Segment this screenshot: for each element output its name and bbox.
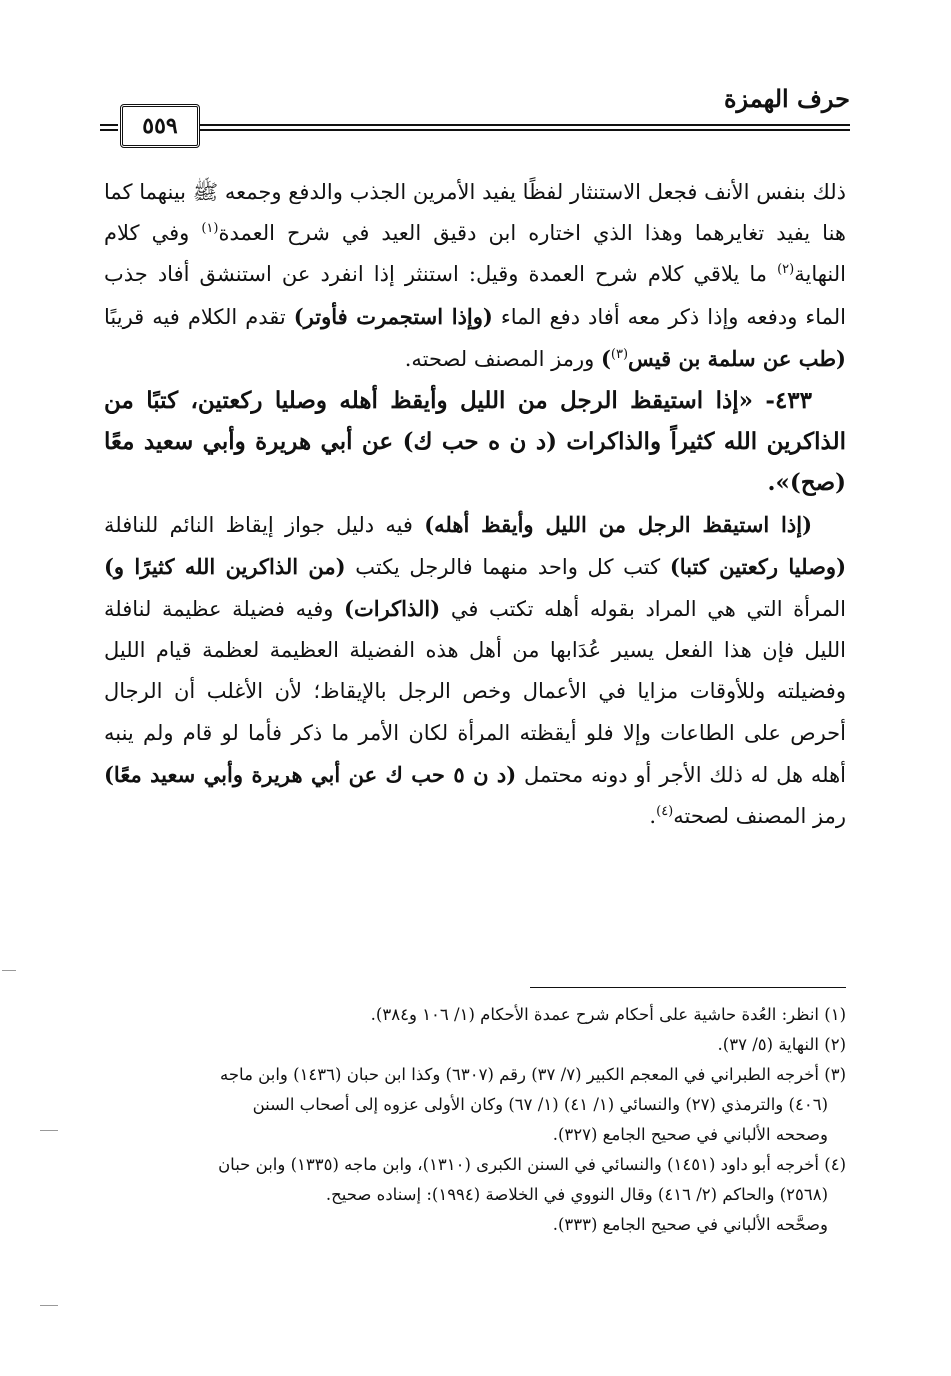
hadith-number: ٤٣٣- <box>752 387 812 415</box>
footnote-ref-1: (١) <box>201 221 219 237</box>
header-rule-double <box>200 129 850 131</box>
footnote-3-line-2: (٤٠٦) والترمذي (٢٧) والنسائي (١/ ٤١) (١/ ٦٧) وكان الأولى عزوه إلى أصحاب السنن <box>252 1095 828 1114</box>
hadith-entry <box>104 380 846 504</box>
header-rule <box>200 124 850 126</box>
footnote-ref-4: (٤) <box>656 804 674 820</box>
footnote-4-line-3: وصحَّحه الألباني في صحيح الجامع (٣٣٣). <box>552 1215 828 1234</box>
footnote-4-line-1: (٤) أخرجه أبو داود (١٤٥١) والنسائي في السنن الكبرى (١٣١٠)، وابن ماجه (١٣٣٥) وابن حبان <box>218 1155 846 1174</box>
footnote-3-line-3: وصححه الألباني في صحيح الجامع (٣٢٧). <box>552 1125 828 1144</box>
footnote-ref-2: (٢) <box>777 262 795 278</box>
running-title: حرف الهمزة <box>723 84 850 113</box>
footnote-1: (١) انظر: العُدة حاشية على أحكام شرح عمدة الأحكام (١/ ١٠٦ و٣٨٤). <box>370 1005 846 1024</box>
scan-mark <box>40 1130 58 1131</box>
page-number <box>120 104 200 148</box>
header-rule-left <box>100 124 118 126</box>
paragraph-commentary-1: ذلك بنفس الأنف فجعل الاستنثار لفظًا يفيد الأمرين الجذب والدفع وجمعه ﷺ بينهما كما هنا يفيد تغايرهما وهذا الذي اختاره ابن دقيق العيد في شرح العمدة$^{(١)}$ وفي كلام النهاية$^{(٢)}$ ما يلاقي كلام شرح العمدة وقيل: استنثر إذا انفرد عن استنشق أفاد جذب الماء ودفعه وإذا ذكر معه أفاد دفع الماء (وإذا استجمرت فأوتر) تقدم الكلام فيه قريبًا (طب عن سلمة بن قيس$^{(٣)}$) ورمز المصنف لصحته. <box>104 180 846 371</box>
footnote-2: (٢) النهاية (٥/ ٣٧). <box>717 1035 846 1054</box>
main-text <box>104 172 846 837</box>
page-number-text: ٥٥٩ <box>142 113 178 139</box>
scan-mark <box>2 970 16 971</box>
scan-mark <box>40 1305 58 1306</box>
footnote-separator <box>530 987 846 988</box>
page-header <box>100 82 850 142</box>
paragraph-commentary-2: (إذا استيقظ الرجل من الليل وأيقظ أهله) فيه دليل جواز إيقاظ النائم للنافلة (وصليا ركعتين كتبا) كتب كل واحد منهما فالرجل يكتب (من الذاكرين الله كثيرًا و) المرأة التي هي المراد بقوله أهله تكتب في (الذاكرات) وفيه فضيلة عظيمة لنافلة الليل فإن هذا الفعل يسير عُدَابها من أهل هذه الفضيلة العظيمة لعظمة قيام الليل وفضيلته وللأوقات مزايا في الأعمال وخص الرجل بالإيقاظ؛ لأن الأغلب أن الرجال أحرص على الطاعات وإلا فلو أيقظته المرأة لكان الأمر ما ذكر فأما لو قام ولم ينبه أهله هل له ذلك الأجر أو دونه محتمل (د ن ٥ حب ك عن أبي هريرة وأبي سعيد معًا) رمز المصنف لصحته$^{(٤)}$. <box>104 511 846 829</box>
hadith-text: «إذا استيقظ الرجل من الليل وأيقظ أهله وصليا ركعتين، كتبًا من الذاكرين الله كثيراً والذاكرات (د ن ه حب ك) عن أبي هريرة وأبي سعيد معًا (صح)». <box>104 387 846 497</box>
footnote-3-line-1: (٣) أخرجه الطبراني في المعجم الكبير (٧/ ٣٧) رقم (٦٣٠٧) وكذا ابن حبان (١٤٣٦) وابن ماجه <box>220 1065 846 1084</box>
footnote-4-line-2: (٢٥٦٨) والحاكم (٢/ ٤١٦) وقال النووي في الخلاصة (١٩٩٤): إسناده صحيح. <box>325 1185 828 1204</box>
header-rule-left-double <box>100 129 118 131</box>
footnotes <box>104 1000 846 1240</box>
footnote-ref-3: (٣) <box>610 346 629 362</box>
